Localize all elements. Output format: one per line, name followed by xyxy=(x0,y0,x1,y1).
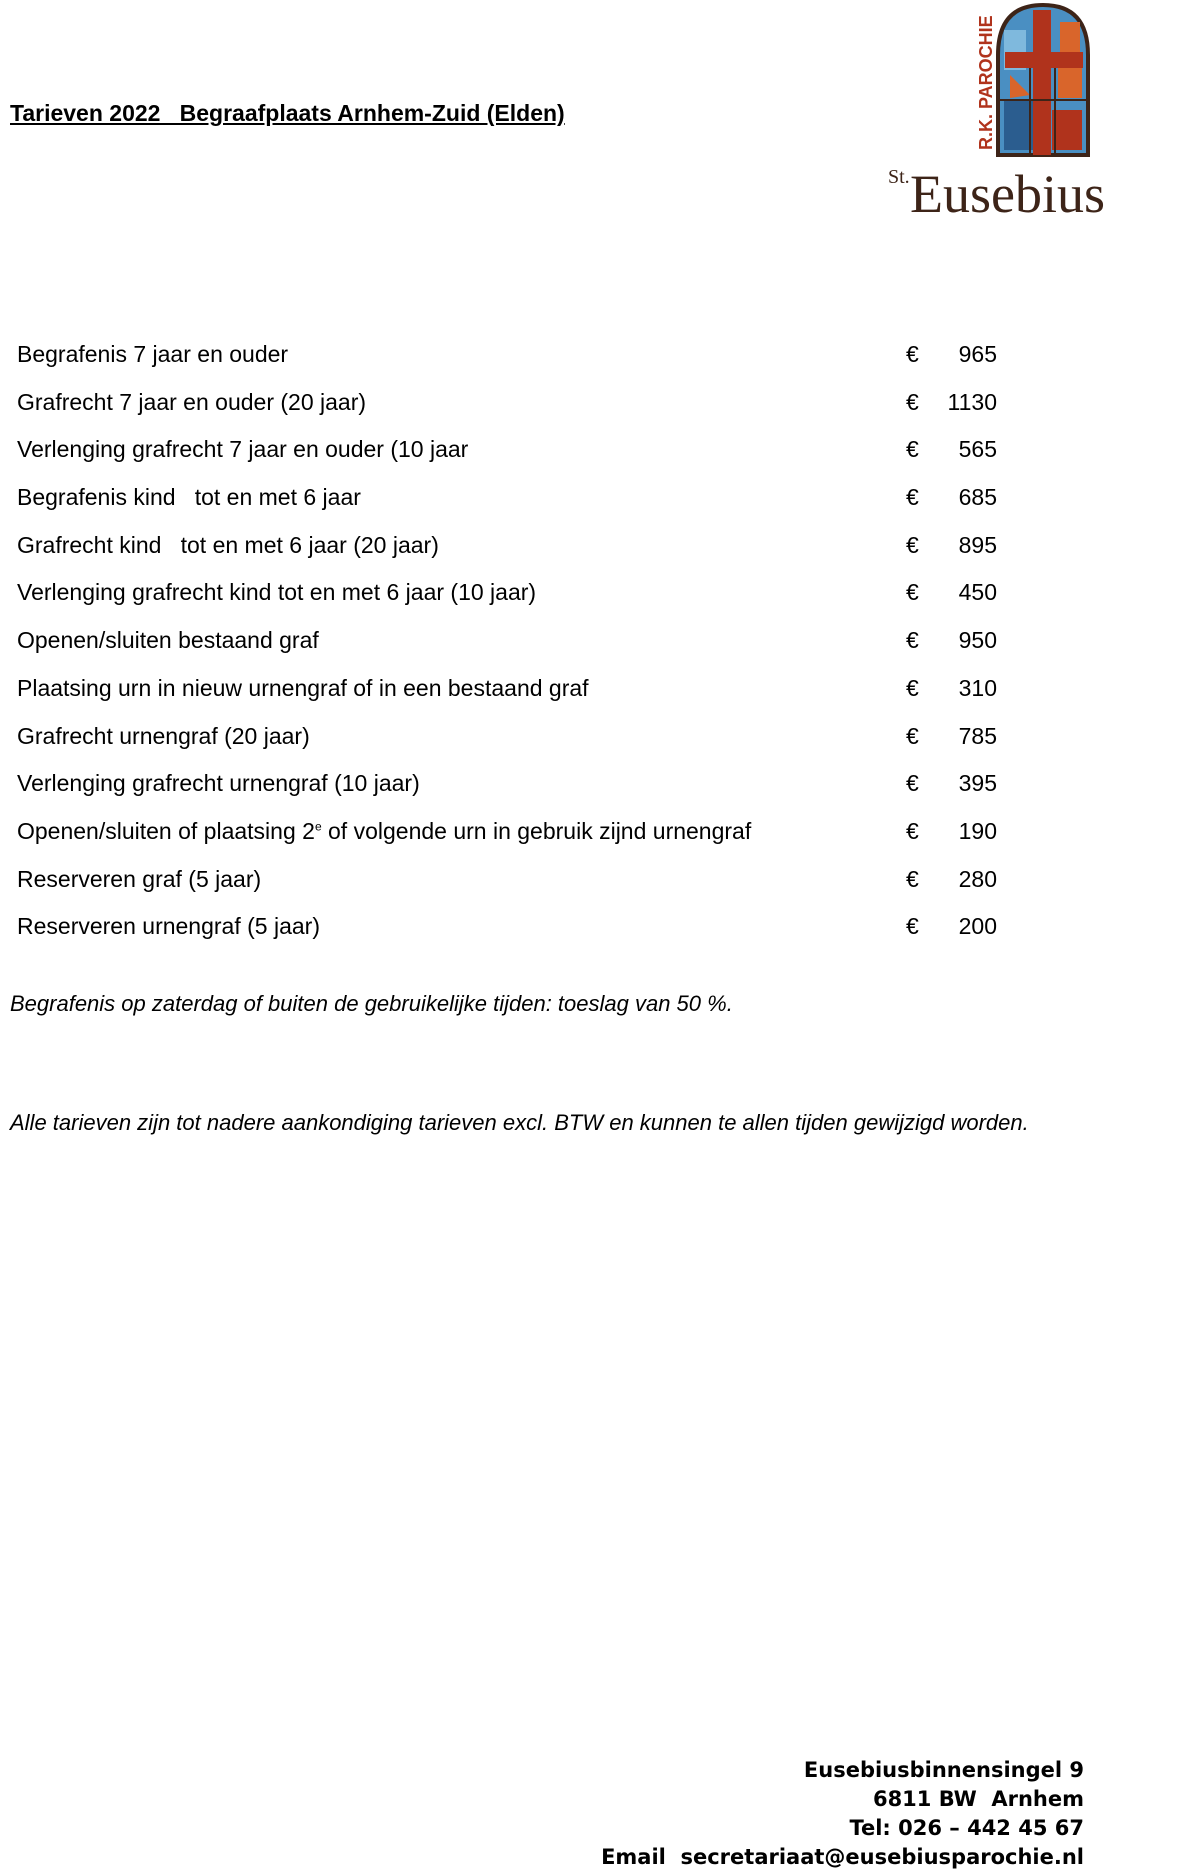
rate-row xyxy=(17,624,997,672)
rate-amount: 965 xyxy=(958,341,997,367)
rate-label: Grafrecht 7 jaar en ouder (20 jaar) xyxy=(17,388,367,415)
address-email: Email secretariaat@eusebiusparochie.nl xyxy=(601,1845,1084,1869)
rate-row xyxy=(17,910,997,958)
rate-amount: 950 xyxy=(958,627,997,654)
rate-currency: € xyxy=(906,627,919,654)
rate-amount: 785 xyxy=(958,722,997,749)
rate-label: Verlenging grafrecht urnengraf (10 jaar) xyxy=(17,770,420,797)
contact-address xyxy=(601,1756,1084,1872)
rate-row xyxy=(17,672,997,720)
rate-label: Verlenging grafrecht 7 jaar en ouder (10 jaar xyxy=(17,436,469,463)
rate-label: Reserveren graf (5 jaar) xyxy=(17,865,262,892)
rate-currency: € xyxy=(906,674,919,701)
disclaimer-note: Alle tarieven zijn tot nadere aankondiging tarieven excl. BTW en kunnen te allen tijden gewijzigd worden. xyxy=(10,1110,1029,1135)
page-title: Tarieven 2022 Begraafplaats Arnhem-Zuid (Elden) xyxy=(10,100,565,126)
rate-row xyxy=(17,815,997,863)
rate-row xyxy=(17,576,997,624)
rate-currency: € xyxy=(906,913,919,940)
rate-amount: 685 xyxy=(958,484,997,511)
rate-amount: 280 xyxy=(958,865,997,892)
rate-label: Grafrecht urnengraf (20 jaar) xyxy=(17,722,310,749)
rate-amount: 1130 xyxy=(947,388,997,415)
address-city: 6811 BW Arnhem xyxy=(872,1787,1084,1811)
rate-currency: € xyxy=(906,770,919,797)
logo-arc-text: R.K. PAROCHIE xyxy=(976,15,996,150)
rate-label: Verlenging grafrecht kind tot en met 6 jaar (10 jaar) xyxy=(17,579,537,606)
rate-row xyxy=(17,433,997,481)
address-street: Eusebiusbinnensingel 9 xyxy=(803,1758,1084,1782)
rate-amount: 190 xyxy=(958,817,997,844)
rate-amount: 395 xyxy=(958,770,997,797)
rate-amount: 895 xyxy=(958,531,997,558)
rate-currency: € xyxy=(906,341,919,367)
rate-currency: € xyxy=(906,865,919,892)
rate-label: Grafrecht kind tot en met 6 jaar (20 jaar) xyxy=(17,531,439,558)
rate-label: Begrafenis 7 jaar en ouder xyxy=(17,341,289,367)
rate-label-end: of volgende urn in gebruik zijnd urnengraf xyxy=(321,817,752,844)
rate-amount: 450 xyxy=(958,579,997,606)
stained-glass-window-icon xyxy=(998,5,1088,155)
rate-currency: € xyxy=(906,817,919,844)
surcharge-note: Begrafenis op zaterdag of buiten de gebruikelijke tijden: toeslag van 50 %. xyxy=(10,991,733,1016)
rate-currency: € xyxy=(906,722,919,749)
rate-row xyxy=(17,529,997,577)
rate-row xyxy=(17,481,997,529)
rate-currency: € xyxy=(906,388,919,415)
rate-amount: 565 xyxy=(958,436,997,463)
rate-amount: 310 xyxy=(958,674,997,701)
logo-name: Eusebius xyxy=(910,164,1105,220)
rate-row xyxy=(17,386,997,434)
parish-logo xyxy=(880,0,1180,220)
rate-label: Openen/sluiten bestaand graf xyxy=(17,627,319,654)
rates-list xyxy=(17,338,997,958)
logo-prefix: St. xyxy=(888,166,910,188)
rate-label: Plaatsing urn in nieuw urnengraf of in een bestaand graf xyxy=(17,674,589,701)
ordinal-superscript: e xyxy=(314,819,322,834)
rate-row xyxy=(17,720,997,768)
rate-label-start: Openen/sluiten of plaatsing 2 xyxy=(17,817,315,844)
rate-label: Begrafenis kind tot en met 6 jaar xyxy=(17,484,361,511)
rate-currency: € xyxy=(906,436,919,463)
rate-currency: € xyxy=(906,484,919,511)
rate-row xyxy=(17,863,997,911)
address-phone: Tel: 026 – 442 45 67 xyxy=(849,1816,1084,1840)
rate-row xyxy=(17,767,997,815)
rate-currency: € xyxy=(906,531,919,558)
rate-row xyxy=(17,338,997,386)
rate-label xyxy=(17,815,751,847)
rate-currency: € xyxy=(906,579,919,606)
rate-label: Reserveren urnengraf (5 jaar) xyxy=(17,913,320,940)
rate-amount: 200 xyxy=(958,913,997,940)
